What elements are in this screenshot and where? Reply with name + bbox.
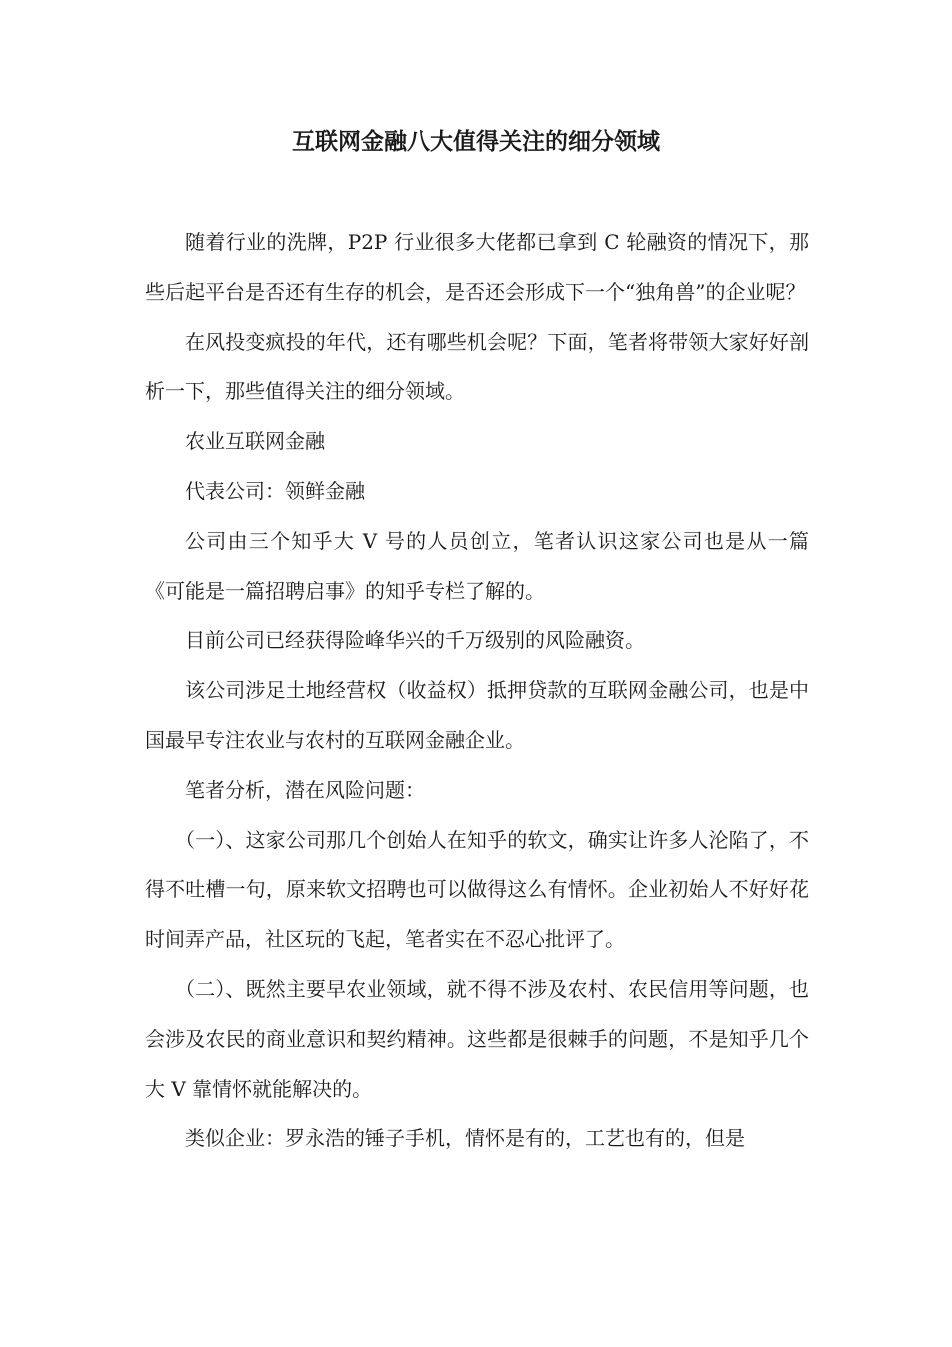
paragraph-business-scope: 该公司涉足土地经营权（收益权）抵押贷款的互联网金融公司，也是中国最早专注农业与农村的互联网金融企业。 xyxy=(145,678,809,752)
paragraph-representative-company: 代表公司：领鲜金融 xyxy=(185,478,365,503)
paragraph-risk-analysis-heading: 笔者分析，潜在风险问题： xyxy=(185,777,425,802)
paragraph-intro: 随着行业的洗牌，P2P 行业很多大佬都已拿到 C 轮融资的情况下，那些后起平台是否还有生存的机会，是否还会形成下一个“独角兽”的企业呢？ xyxy=(145,230,809,304)
paragraph-risk-two: （二）、既然主要早农业领域，就不得不涉及农村、农民信用等问题，也会涉及农民的商业意识和契约精神。这些都是很棘手的问题，不是知乎几个大 V 靠情怀就能解决的。 xyxy=(145,976,809,1101)
paragraph-company-founders: 公司由三个知乎大 V 号的人员创立，笔者认识这家公司也是从一篇《可能是一篇招聘启事》的知乎专栏了解的。 xyxy=(145,528,809,603)
paragraph-risk-one: （一）、这家公司那几个创始人在知乎的软文，确实让许多人沦陷了，不得不吐槽一句，原来软文招聘也可以做得这么有情怀。企业初始人不好好花时间弄产品，社区玩的飞起，笔者实在不忍心批评了。 xyxy=(145,827,809,952)
section-heading-agri-finance: 农业互联网金融 xyxy=(185,429,325,454)
paragraph-similar-companies: 类似企业：罗永浩的锤子手机，情怀是有的，工艺也有的，但是 xyxy=(185,1126,745,1151)
document-body xyxy=(145,218,809,1164)
paragraph-funding: 目前公司已经获得险峰华兴的千万级别的风险融资。 xyxy=(185,628,645,653)
document-title: 互联网金融八大值得关注的细分领域 xyxy=(292,128,660,155)
paragraph-question: 在风投变疯投的年代，还有哪些机会呢？下面，笔者将带领大家好好剖析一下，那些值得关注的细分领域。 xyxy=(145,329,809,404)
